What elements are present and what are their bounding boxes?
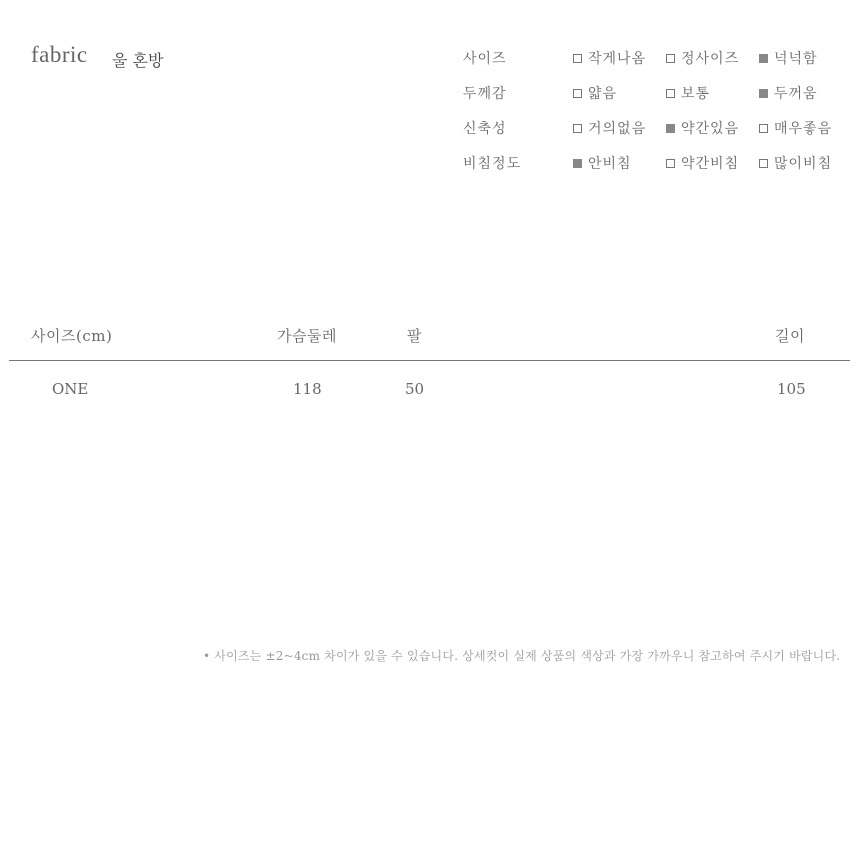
option-checkbox <box>666 48 739 68</box>
unchecked-box-icon <box>666 89 675 98</box>
option-checkbox <box>759 153 832 173</box>
option-label: 거의없음 <box>588 121 647 137</box>
table-cell-size: ONE <box>52 380 89 398</box>
table-cell-chest: 118 <box>293 380 322 398</box>
option-checkbox <box>759 83 818 103</box>
option-checkbox <box>666 83 710 103</box>
table-header-size: 사이즈(cm) <box>31 327 113 345</box>
checked-box-icon <box>666 124 675 133</box>
fabric-value: 울 혼방 <box>112 51 164 70</box>
table-cell-length: 105 <box>777 380 806 398</box>
unchecked-box-icon <box>573 89 582 98</box>
size-disclaimer-note: • 사이즈는 ±2~4cm 차이가 있을 수 있습니다. 상세컷이 실제 상품의 색상과 가장 가까우니 참고하여 주시기 바랍니다. <box>203 649 841 663</box>
option-label: 약간비침 <box>681 156 740 172</box>
option-checkbox <box>666 153 739 173</box>
option-checkbox <box>573 83 617 103</box>
option-label: 작게나옴 <box>588 51 647 67</box>
attribute-name: 두께감 <box>463 86 507 102</box>
option-label: 얇음 <box>588 86 618 102</box>
option-checkbox <box>759 48 818 68</box>
table-header-length: 길이 <box>775 327 805 345</box>
option-checkbox <box>759 118 832 138</box>
option-label: 약간있음 <box>681 121 740 137</box>
option-label: 정사이즈 <box>681 51 740 67</box>
unchecked-box-icon <box>666 159 675 168</box>
option-checkbox <box>573 48 646 68</box>
option-checkbox <box>573 153 632 173</box>
checked-box-icon <box>573 159 582 168</box>
checked-box-icon <box>759 89 768 98</box>
table-cell-sleeve: 50 <box>405 380 425 398</box>
option-label: 매우좋음 <box>774 121 833 137</box>
fabric-label: fabric <box>31 42 88 67</box>
table-header-chest: 가슴둘레 <box>277 327 337 345</box>
attribute-name: 비침정도 <box>463 156 522 172</box>
option-label: 안비침 <box>588 156 632 172</box>
option-label: 보통 <box>681 86 711 102</box>
unchecked-box-icon <box>759 124 768 133</box>
attribute-row-size <box>0 48 860 70</box>
unchecked-box-icon <box>573 54 582 63</box>
option-label: 두꺼움 <box>774 86 818 102</box>
unchecked-box-icon <box>759 159 768 168</box>
attribute-row-sheerness <box>0 153 860 175</box>
option-label: 많이비침 <box>774 156 833 172</box>
attribute-row-stretch <box>0 118 860 140</box>
unchecked-box-icon <box>666 54 675 63</box>
unchecked-box-icon <box>573 124 582 133</box>
checked-box-icon <box>759 54 768 63</box>
table-header-sleeve: 팔 <box>407 327 422 345</box>
option-label: 넉넉함 <box>774 51 818 67</box>
option-checkbox <box>573 118 646 138</box>
attribute-row-thickness <box>0 83 860 105</box>
option-checkbox <box>666 118 739 138</box>
table-divider <box>9 360 850 361</box>
attribute-name: 신축성 <box>463 121 507 137</box>
attribute-name: 사이즈 <box>463 51 507 67</box>
